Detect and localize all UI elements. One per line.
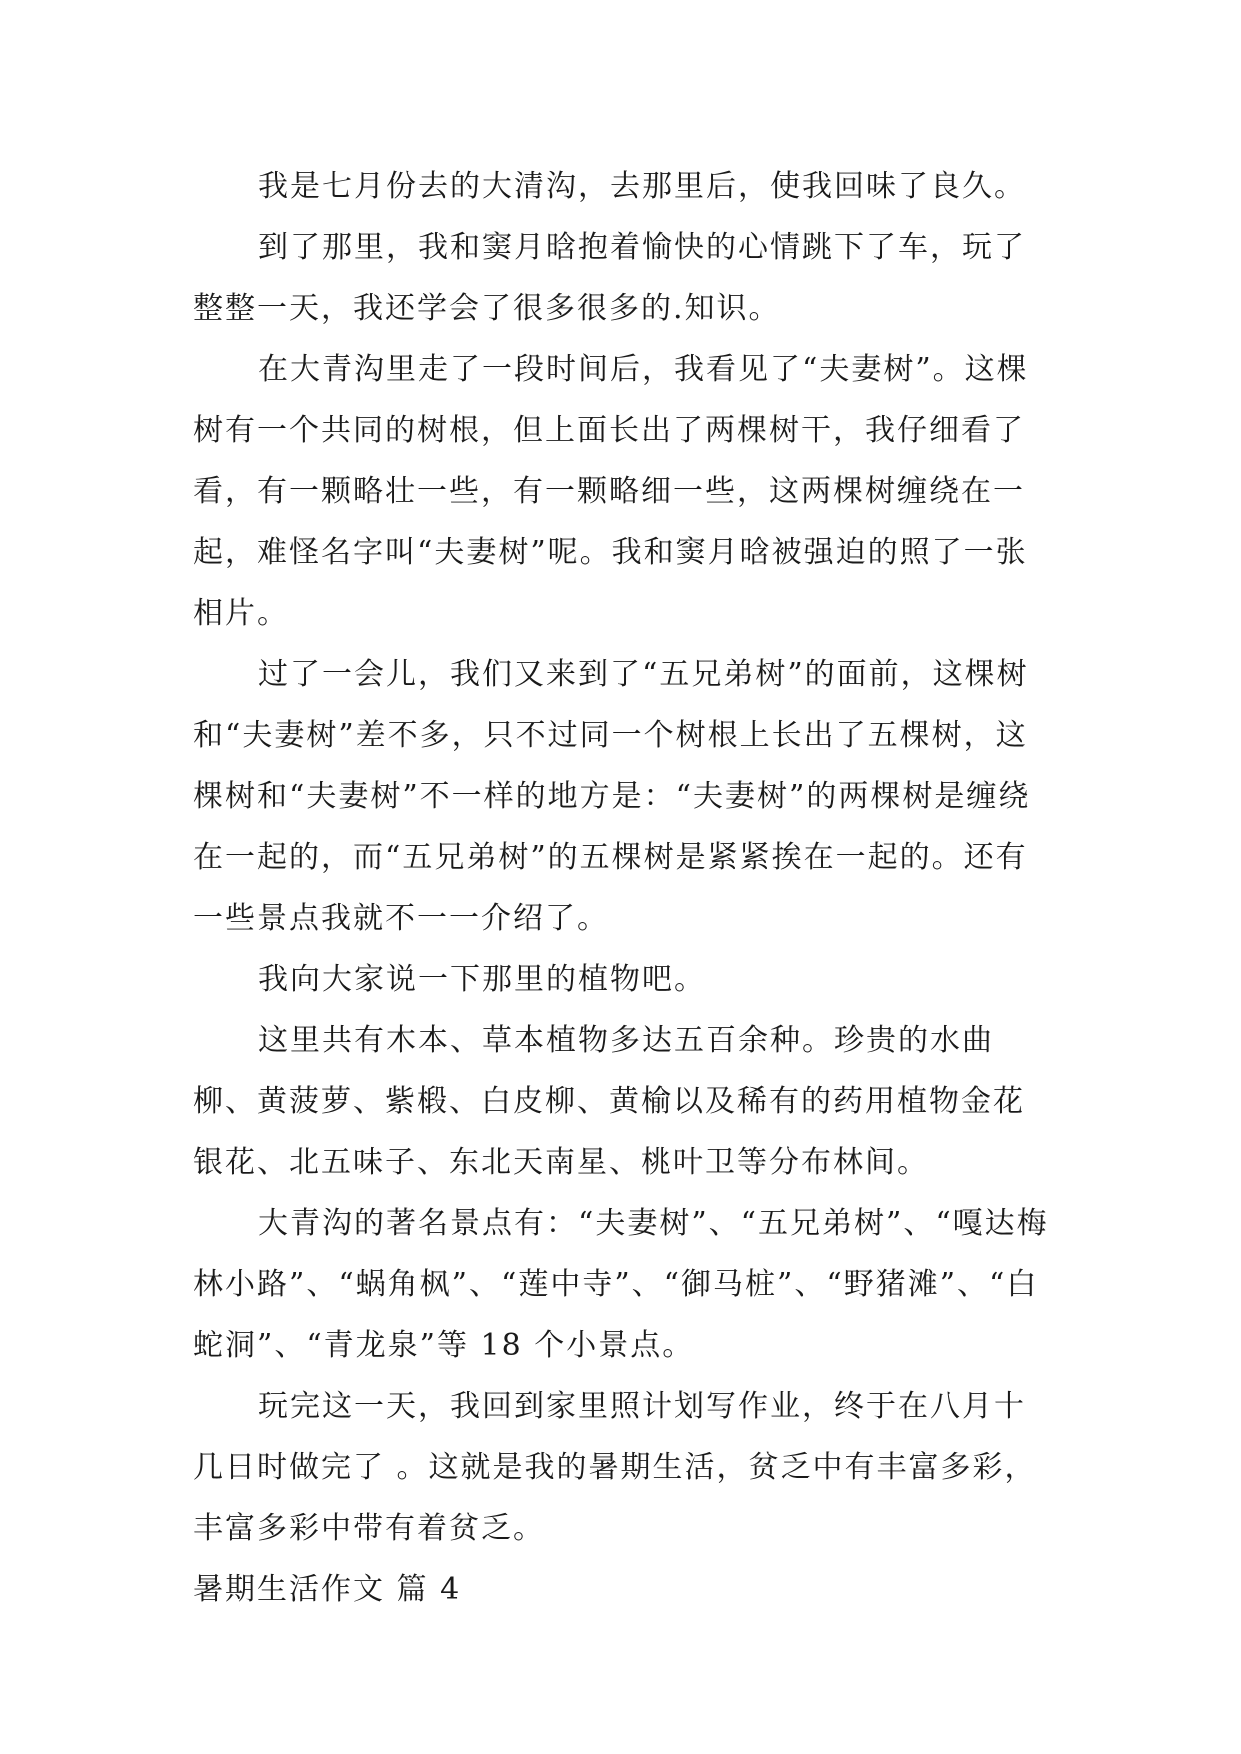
section-title: 暑期生活作文 篇 4	[193, 1572, 462, 1607]
paragraph-8: 玩完这一天，我回到家里照计划写作业，终于在八月十几日时做完了 。这就是我的暑期生活，贫乏中有丰富多彩，丰富多彩中带有着贫乏。	[193, 1389, 1037, 1546]
paragraph-1: 我是七月份去的大清沟，去那里后，使我回味了良久。	[258, 169, 1026, 204]
paragraph-2: 到了那里，我和窦月晗抱着愉快的心情跳下了车，玩了整整一天，我还学会了很多很多的.知识。	[193, 230, 1026, 326]
paragraph-4: 过了一会儿，我们又来到了“五兄弟树”的面前，这棵树和“夫妻树”差不多，只不过同一个树根上长出了五棵树，这棵树和“夫妻树”不一样的地方是：“夫妻树”的两棵树是缠绕在一起的，而“五兄弟树”的五棵树是紧紧挨在一起的。还有一些景点我就不一一介绍了。	[193, 657, 1031, 936]
paragraph-3: 在大青沟里走了一段时间后，我看见了“夫妻树”。这棵树有一个共同的树根，但上面长出了两棵树干，我仔细看了看，有一颗略壮一些，有一颗略细一些，这两棵树缠绕在一起，难怪名字叫“夫妻树”呢。我和窦月晗被强迫的照了一张相片。	[193, 352, 1029, 631]
paragraph-6: 这里共有木本、草本植物多达五百余种。珍贵的水曲柳、黄菠萝、紫椴、白皮柳、黄榆以及稀有的药用植物金花银花、北五味子、东北天南星、桃叶卫等分布林间。	[193, 1023, 1025, 1180]
paragraph-5: 我向大家说一下那里的植物吧。	[258, 962, 706, 997]
document-body	[193, 156, 1053, 1620]
paragraph-7: 大青沟的著名景点有：“夫妻树”、“五兄弟树”、“嘎达梅林小路”、“蜗角枫”、“莲中寺”、“御马桩”、“野猪滩”、“白蛇洞”、“青龙泉”等 18 个小景点。	[193, 1206, 1049, 1363]
